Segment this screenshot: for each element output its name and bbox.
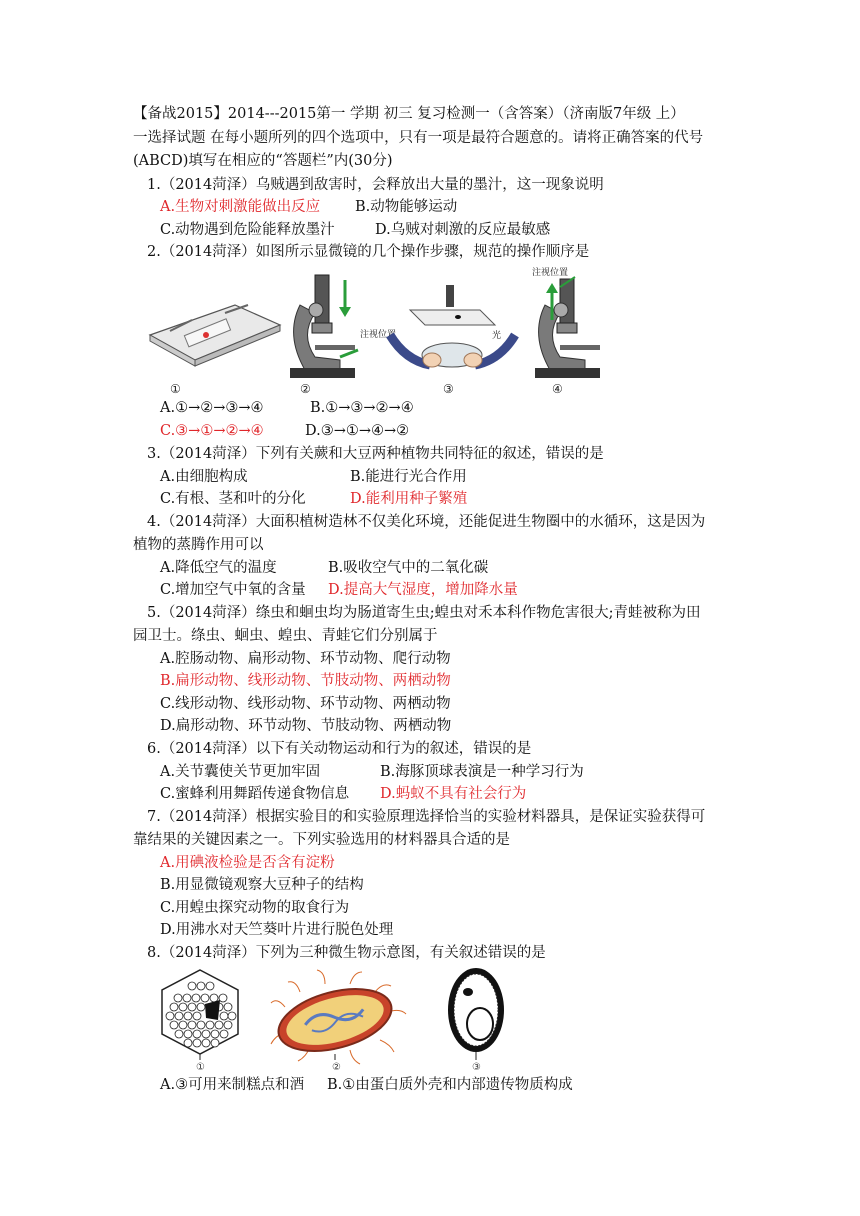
question-4-option-a: A.降低空气的温度 [160,560,277,576]
question-1-option-b: B.动物能够运动 [355,199,458,215]
question-3-option-a: A.由细胞构成 [160,469,248,485]
document-title: 【备战2015】2014---2015第一 学期 初三 复习检测一（含答案）（济南版7年级 上） [133,106,685,122]
question-8-stem: 8.（2014菏泽）下列为三种微生物示意图，有关叙述错误的是 [147,945,546,961]
question-7-option-d: D.用沸水对天竺葵叶片进行脱色处理 [160,922,394,938]
question-8-option-a: A.③可用来制糕点和酒 [160,1077,305,1093]
question-4-option-c: C.增加空气中氧的含量 [160,582,306,598]
microbe-2-label: ② [332,1062,341,1072]
question-7-stem-line-2: 靠结果的关键因素之一。下列实验选用的材料器具合适的是 [133,832,510,848]
yeast-illustration [448,968,504,1060]
question-1-option-a: A.生物对刺激能做出反应 [160,199,321,215]
question-6-stem: 6.（2014菏泽）以下有关动物运动和行为的叙述，错误的是 [147,741,532,757]
question-8-option-b: B.①由蛋白质外壳和内部遗传物质构成 [327,1077,573,1093]
question-2-option-b: B.①→③→②→④ [310,400,414,416]
step-3-label: ③ [443,382,454,396]
question-5-option-d: D.扁形动物、环节动物、节肢动物、两栖动物 [160,718,452,734]
question-6-option-b: B.海豚顶球表演是一种学习行为 [380,764,584,780]
question-4-option-d: D.提高大气湿度，增加降水量 [328,582,518,598]
question-5-option-a: A.腔肠动物、扁形动物、环节动物、爬行动物 [160,651,451,667]
step-4-microscope-illustration [535,277,600,378]
question-2-option-a: A.①→②→③→④ [160,400,264,416]
step-1-slide-illustration [150,305,280,366]
question-2-stem: 2.（2014菏泽）如图所示显微镜的几个操作步骤，规范的操作顺序是 [147,244,590,260]
question-3-option-d: D.能利用种子繁殖 [350,491,468,507]
question-4-stem-line-2: 植物的蒸腾作用可以 [133,537,264,553]
question-6-option-c: C.蜜蜂利用舞蹈传递食物信息 [160,786,350,802]
step-1-label: ① [170,382,181,396]
question-7-stem-line-1: 7.（2014菏泽）根据实验目的和实验原理选择恰当的实验材料器具，是保证实验获得可 [147,809,706,825]
question-4-stem-line-1: 4.（2014菏泽）大面积植树造林不仅美化环境，还能促进生物圈中的水循环，这是因为 [147,514,706,530]
question-6-option-d: D.蚂蚁不具有社会行为 [380,786,527,802]
step-3-light-label: 光 [492,331,502,341]
question-2-option-d: D.③→①→④→② [305,423,410,439]
section-intro-line-2: (ABCD)填写在相应的“答题栏”内(30分) [133,153,393,169]
question-3-stem: 3.（2014菏泽）下列有关蕨和大豆两种植物共同特征的叙述，错误的是 [147,446,604,462]
step-4-label: ④ [552,382,563,396]
question-1-option-c: C.动物遇到危险能释放墨汁 [160,222,335,238]
step-3-mirror-illustration [390,285,515,367]
question-5-option-b: B.扁形动物、线形动物、节肢动物、两栖动物 [160,673,451,689]
section-intro-line-1: 一选择试题 在每小题所列的四个选项中，只有一项是最符合题意的。请将正确答案的代号 [133,130,704,146]
microbe-1-label: ① [196,1062,205,1072]
question-7-option-c: C.用蝗虫探究动物的取食行为 [160,900,350,916]
question-7-option-a: A.用碘液检验是否含有淀粉 [160,855,335,871]
question-4-option-b: B.吸收空气中的二氧化碳 [328,560,489,576]
question-5-stem-line-2: 园卫士。绦虫、蛔虫、蝗虫、青蛙它们分别属于 [133,628,438,644]
microscope-steps-figure [140,265,610,400]
question-1-option-d: D.乌贼对刺激的反应最敏感 [375,222,551,238]
question-7-option-b: B.用显微镜观察大豆种子的结构 [160,877,364,893]
question-2-option-c: C.③→①→②→④ [160,423,264,439]
question-5-option-c: C.线形动物、线形动物、环节动物、两栖动物 [160,696,451,712]
bacterium-illustration [271,970,406,1064]
step-2-label: ② [300,382,311,396]
step-2-focus-label: 注视位置 [360,330,397,340]
question-3-option-c: C.有根、茎和叶的分化 [160,491,306,507]
step-2-microscope-illustration [290,275,358,378]
virus-illustration [162,970,238,1060]
question-1-stem: 1.（2014菏泽）乌贼遇到敌害时，会释放出大量的墨汁，这一现象说明 [147,177,604,193]
microbe-3-label: ③ [472,1062,481,1072]
microorganisms-figure [150,962,530,1072]
question-6-option-a: A.关节囊使关节更加牢固 [160,764,321,780]
step-4-focus-label: 注视位置 [532,268,569,278]
question-3-option-b: B.能进行光合作用 [350,469,467,485]
question-5-stem-line-1: 5.（2014菏泽）绦虫和蛔虫均为肠道寄生虫;蝗虫对禾本科作物危害很大;青蛙被称为田 [147,605,701,621]
